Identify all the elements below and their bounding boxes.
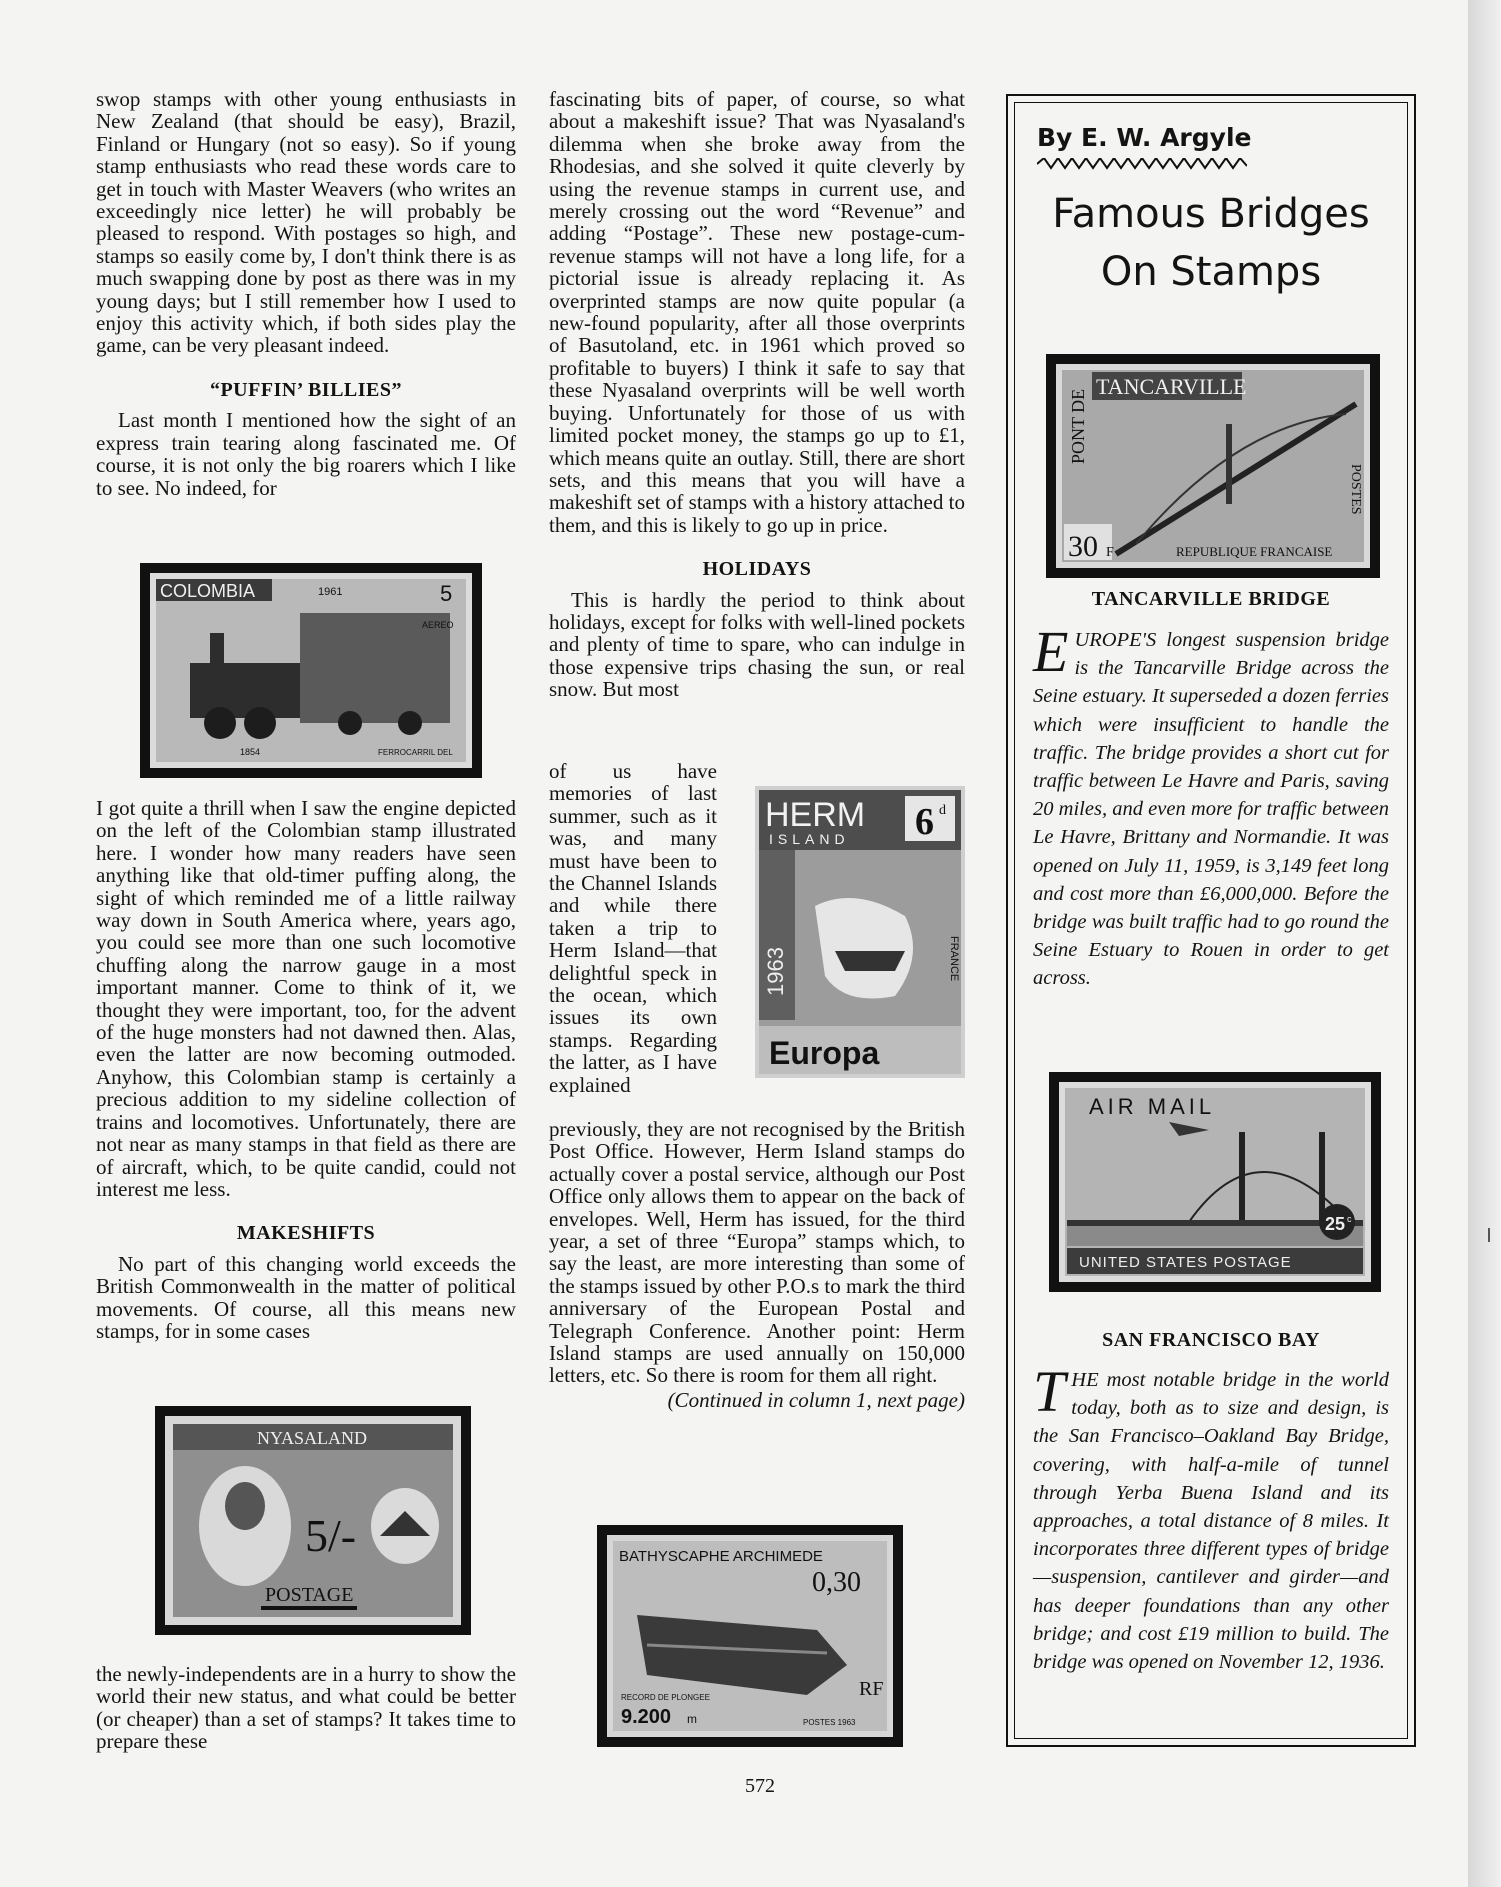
stamp-country: NYASALAND: [257, 1428, 368, 1448]
column-2-continued: [549, 1118, 965, 1411]
section-heading: “PUFFIN’ BILLIES”: [209, 378, 403, 401]
stamp-rf: RF: [859, 1678, 884, 1700]
squiggle-decoration: [1037, 158, 1247, 170]
column-1-end: [96, 1663, 516, 1753]
stamp-europa: Europa: [769, 1035, 880, 1071]
nyasaland-stamp-image: [155, 1406, 471, 1635]
column-2-wrap: [549, 760, 717, 1096]
stamp-date: 1854: [240, 747, 261, 757]
column-1: [96, 88, 516, 499]
page-number: 572: [745, 1775, 775, 1797]
stamp-value-suffix: c: [1347, 1214, 1352, 1224]
stamp-value: 30: [1068, 530, 1098, 563]
bathyscaphe-stamp-image: [597, 1525, 903, 1747]
stamp-value: 0,30: [812, 1567, 861, 1598]
stamp-value-suffix: F: [1106, 545, 1114, 560]
feature-sidebar: [1006, 94, 1416, 1747]
paragraph: the newly-independents are in a hurry to show the world their new status, and what could be better (or cheaper) than a set of stamps? It takes time to prepare these: [96, 1662, 516, 1754]
stamp-pont: PONT DE: [1068, 388, 1088, 464]
section-heading: MAKESHIFTS: [236, 1222, 376, 1245]
stamp-value: 25: [1325, 1214, 1346, 1234]
stamp-name: HERM: [765, 796, 866, 834]
stamp-bottom: UNITED STATES POSTAGE: [1079, 1254, 1292, 1271]
paragraph: fascinating bits of paper, of course, so what about a makeshift issue? That was Nyasaland's dilemma when she broke away from the Rhodesias, and she solved it quite cleverly by using the revenue stamps in current use, and merely crossing out the word “Revenue” and adding “Postage”. These new postage-cum-revenue stamps will not have a long life, for a pictorial issue is already replacing it. As overprinted stamps are now quite popular (a new-found popularity, after all those overprints of Basutoland, etc. in 1961 which proved so profitable to buyers) I think it safe to say that these Nyasaland overprints will be well worth buying. Unfortunately for those of us with limited pocket money, the stamps go up to £1, which means quite an outlay. Still, there are short sets, and this means that you will have a makeshift set of stamps with a history attached to them, and this is likely to go up in price.: [549, 87, 965, 537]
stamp-value: 5/-: [305, 1510, 357, 1561]
stamp-country: COLOMBIA: [160, 581, 256, 601]
paragraph: Last month I mentioned how the sight of an express train tearing along fascinated me. Of course, it is not only the big roarers which I like to see. No indeed, for: [96, 408, 516, 500]
byline: By E. W. Argyle: [1037, 123, 1252, 152]
sidebar-inner-border: [1014, 102, 1408, 1739]
stamp-postage: POSTAGE: [265, 1584, 354, 1606]
continued-note: (Continued in column 1, next page): [667, 1387, 965, 1412]
stamp-record: RECORD DE PLONGEE: [621, 1693, 710, 1702]
paragraph: previously, they are not recognised by the British Post Office. However, Herm Island stamps do actually cover a postal service, although our Post Office only allows them to appear on the back of envelopes. Well, Herm has issued, for the third year, a set of three “Europa” stamps which, to say the least, are more interesting than some of the stamps issued by other P.O.s to mark the third anniversary of the European Postal and Telegraph Conference. Another point: Herm Island stamps are used annually on 150,000 letters, etc. So there is room for them all right.: [549, 1117, 965, 1388]
page-edge-mark: [1488, 1228, 1490, 1242]
stamp-france: FRANCE: [948, 936, 960, 982]
stamp-depth-unit: m: [687, 1712, 697, 1726]
tancarville-stamp-image: [1046, 354, 1380, 578]
stamp-postes: POSTES 1963: [803, 1718, 856, 1727]
stamp-year: 1961: [318, 586, 343, 598]
stamp-year: 1963: [763, 947, 788, 996]
dropcap: T: [1033, 1359, 1066, 1424]
stamp-island: ISLAND: [769, 831, 850, 847]
column-1-continued: [96, 797, 516, 1342]
dropcap: E: [1033, 619, 1069, 684]
section-heading: HOLIDAYS: [702, 558, 812, 581]
article-text: HE most notable bridge in the world today, both as to size and design, is the San Francisco–Oakland Bay Bridge, covering, with half-a-mile of tunnel through Yerba Buena Island and its approaches, a total distance of 8 miles. It incorporates three different types of bridge—suspension, cantilever and girder—and has deeper foundations than any other bridge; and cost £19 million to build. The bridge was opened on November 12, 1936.: [1033, 1369, 1389, 1674]
feature-title-line: Famous Bridges: [1052, 191, 1370, 237]
section-heading: SAN FRANCISCO BAY: [1102, 1329, 1320, 1351]
section-heading: TANCARVILLE BRIDGE: [1091, 588, 1331, 610]
herm-stamp-image: [755, 786, 965, 1078]
stamp-value: 5: [440, 581, 453, 606]
san-francisco-article: [1033, 1359, 1389, 1676]
stamp-top: AIR MAIL: [1089, 1094, 1216, 1119]
paragraph: This is hardly the period to think about holidays, except for folks with well-lined pockets and plenty of time to spare, who can indulge in those expensive trips chasing the sun, or real snow. But most: [549, 587, 965, 702]
paragraph: of us have memories of last summer, such as it was, and many must have been to the Channel Islands and while there taken a trip to Herm Island—that delightful speck in the ocean, which issues its own stamps. Regarding the latter, as I have explained: [549, 759, 717, 1097]
paragraph: No part of this changing world exceeds the British Commonwealth in the matter of political movements. Of course, all this means new stamps, for in some cases: [96, 1251, 516, 1343]
page-edge-shadow: [1468, 0, 1501, 1887]
article-text: UROPE'S longest suspension bridge is the Tancarville Bridge across the Seine estuary. It superseded a dozen ferries which were insufficient to handle the traffic. The bridge provides a short cut for traffic between Le Havre and Paris, saving 20 miles, and even more for traffic between Le Havre, Brittany and Normandie. It was opened on July 11, 1959, is 3,149 feet long and cost more than £6,000,000. Before the bridge was built traffic had to go round the Seine Estuary to Rouen in order to get across.: [1033, 629, 1389, 990]
stamp-name: TANCARVILLE: [1096, 374, 1247, 399]
stamp-rail: FERROCARRIL DEL: [378, 748, 453, 757]
stamp-postes: POSTES: [1348, 464, 1363, 515]
feature-title: [1015, 185, 1407, 301]
column-2: [549, 88, 965, 701]
stamp-republique: REPUBLIQUE FRANCAISE: [1176, 544, 1333, 559]
stamp-value: 6: [915, 801, 934, 843]
airmail-stamp-image: [1049, 1072, 1381, 1292]
paragraph: swop stamps with other young enthusiasts in New Zealand (that should be easy), Brazil, Finland or Hungary (not so easy). So if young stamp enthusiasts who read these words care to get in touch with Master Weavers (who writes an exceedingly nice letter) he will probably be pleased to respond. With postages so high, and stamps so easily come by, I don't think there is as much swapping done by post as there was in my young days; but I still remember how I used to enjoy this activity which, if both sides play the game, can be very pleasant indeed.: [96, 87, 516, 358]
colombia-stamp-image: [140, 563, 482, 778]
feature-title-line: On Stamps: [1100, 249, 1322, 295]
stamp-value-suffix: d: [939, 803, 946, 818]
stamp-depth: 9.200: [621, 1706, 672, 1728]
stamp-title: BATHYSCAPHE ARCHIMEDE: [619, 1548, 823, 1565]
paragraph: I got quite a thrill when I saw the engine depicted on the left of the Colombian stamp illustrated here. I wonder how many readers have seen anything like that old-timer puffing along, the sight of which reminded me of a little railway way down in South America where, years ago, you could see more than one such locomotive chuffing along the narrow gauge in a most important manner. Come to think of it, we thought they were important, too, for the advent of the huge monsters had not dawned then. Alas, even the latter are now becoming outmoded. Anyhow, this Colombian stamp is certainly a precious addition to my sideline collection of trains and locomotives. Unfortunately, there are not near as many stamps in that field as there are of aircraft, which, to be quite candid, could not interest me less.: [96, 796, 516, 1201]
tancarville-article: [1033, 619, 1389, 993]
stamp-aereo: AEREO: [422, 620, 454, 630]
